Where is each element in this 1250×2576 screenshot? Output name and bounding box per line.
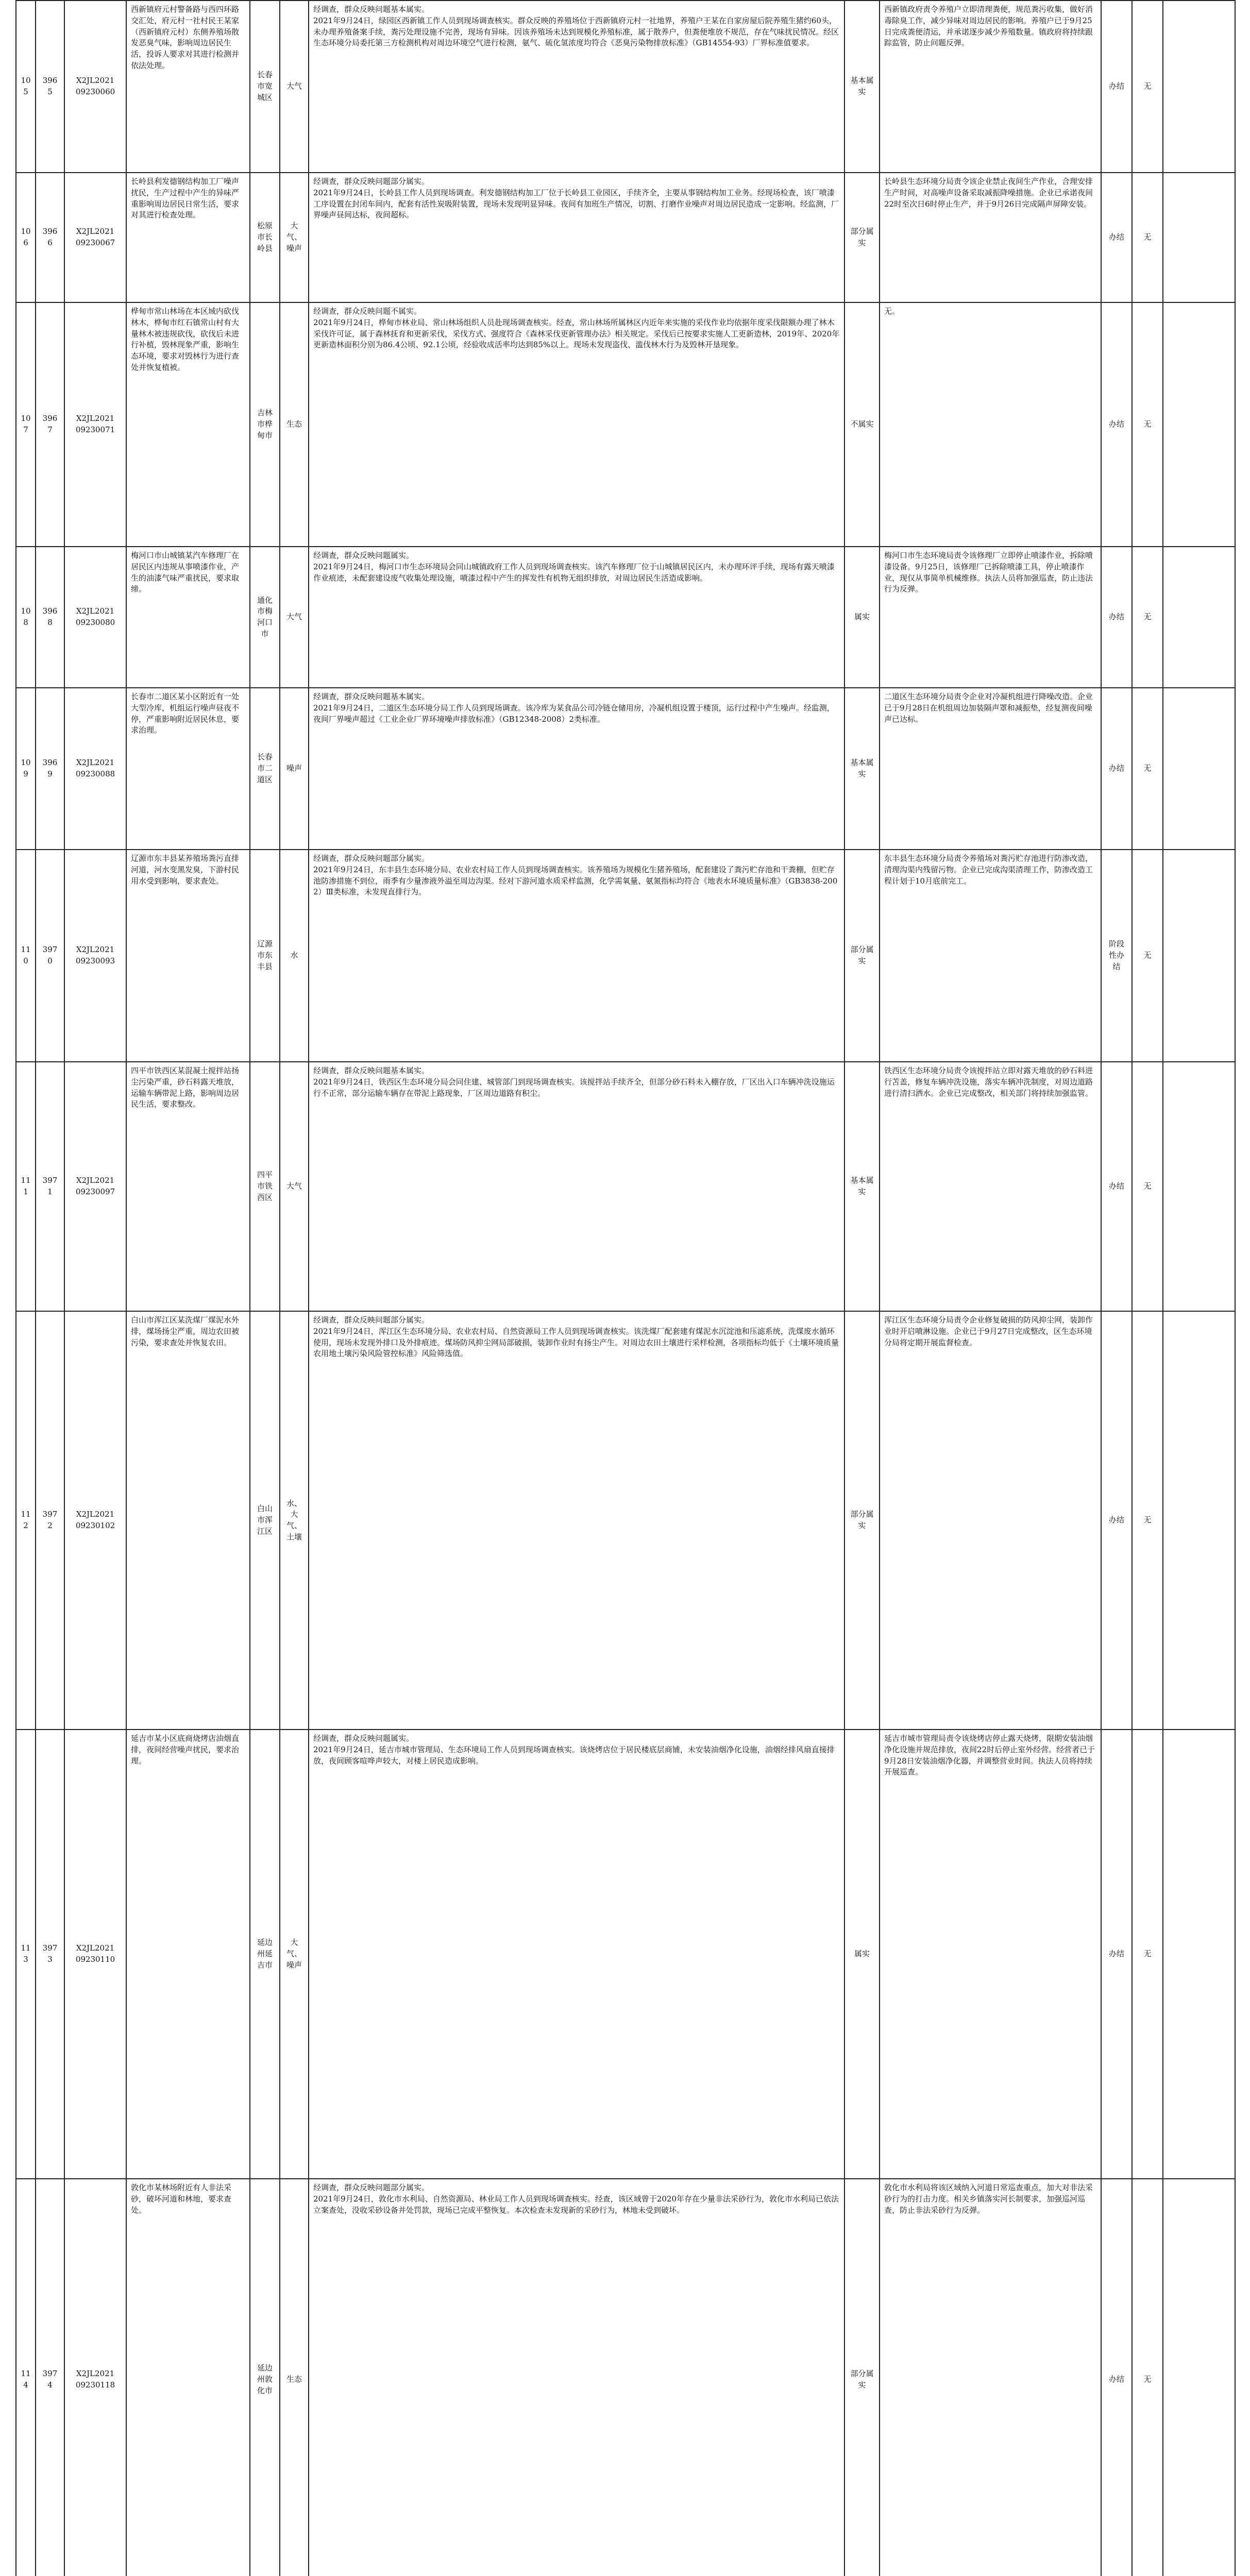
handling-text: 二道区生态环境分局责令企业对冷凝机组进行降噪改造。企业已于9月28日在机组周边加装隔声罩和减振垫，经复测夜间噪声已达标。 [880,688,1101,850]
findings-text: 经调查，群众反映问题部分属实。 2021年9月24日，东丰县生态环境分局、农业农村局工作人员到现场调查核实。该养殖场为规模化生猪养殖场，配套建设了粪污贮存池和干粪棚，但贮存池防渗措施不到位，雨季有少量渗液外溢至周边沟渠。经对下游河道水质采样监测，化学需氧量、氨氮指标均符合《地表水环境质量标准》（GB3838-2002）Ⅲ类标准，未发现直排行为。 [309,850,844,1062]
findings-text: 经调查，群众反映问题基本属实。 2021年9月24日，二道区生态环境分局工作人员到现场调查。该冷库为某食品公司冷链仓储用房，冷凝机组设置于楼顶，运行过程中产生噪声。经监测，夜间厂界噪声超过《工业企业厂界环境噪声排放标准》（GB12348-2008）2类标准。 [309,688,844,850]
row-number: 114 [16,2179,36,2576]
handling-text: 敦化市水利局将该区域纳入河道日常巡查重点，加大对非法采砂行为的打击力度。相关乡镇落实河长制要求，加强巡河巡查，防止非法采砂行为反弹。 [880,2179,1101,2576]
district: 延边州延吉市 [250,1730,280,2179]
case-code: X2JL2021 09230080 [64,547,126,688]
case-id: 3973 [36,1730,64,2179]
findings-text: 经调查，群众反映问题部分属实。 2021年9月24日，浑江区生态环境分局、农业农村局、自然资源局工作人员到现场调查核实。该洗煤厂配套建有煤泥水沉淀池和压滤系统，洗煤废水循环使用，现场未发现外排口及外排痕迹。煤场防风抑尘网局部破损，装卸作业时有扬尘产生。对周边农田土壤进行采样检测，各项指标均低于《土壤环境质量 农用地土壤污染风险管控标准》风险筛选值。 [309,1311,844,1730]
case-code: X2JL2021 09230110 [64,1730,126,2179]
complaint-text: 四平市铁西区某混凝土搅拌站扬尘污染严重，砂石料露天堆放，运输车辆带泥上路，影响周边居民生活，要求整改。 [126,1062,250,1311]
pollution-type: 大气 [280,1062,309,1311]
case-table [15,0,1236,2576]
verdict: 不属实 [844,302,880,547]
remark-cell [1163,1311,1235,1730]
status: 办结 [1101,547,1132,688]
pollution-type: 水、大气、土壤 [280,1311,309,1730]
pollution-type: 噪声 [280,688,309,850]
complaint-text: 梅河口市山城镇某汽车修理厂在居民区内违规从事喷漆作业，产生的油漆气味严重扰民，要求取缔。 [126,547,250,688]
case-id: 3971 [36,1062,64,1311]
verdict: 基本属实 [844,688,880,850]
case-code: X2JL2021 09230093 [64,850,126,1062]
complaint-text: 桦甸市常山林场在本区域内砍伐林木，桦甸市红石镇常山村有大量林木被违规砍伐，砍伐后未进行补植，毁林现象严重，影响生态环境，要求对毁林行为进行查处并恢复植被。 [126,302,250,547]
verdict: 部分属实 [844,1311,880,1730]
complaint-text: 长春市二道区某小区附近有一处大型冷库，机组运行噪声昼夜不停，严重影响附近居民休息，要求治理。 [126,688,250,850]
complaint-text: 敦化市某林场附近有人非法采砂，破坏河道和林地，要求查处。 [126,2179,250,2576]
findings-text: 经调查，群众反映问题部分属实。 2021年9月24日，长岭县工作人员到现场调查。利发德钢结构加工厂位于长岭县工业园区，手续齐全，主要从事钢结构加工业务。经现场检查，该厂喷漆工序设置在封闭车间内，配套有活性炭吸附装置，现场未发现明显异味。夜间有加班生产情况，切割、打磨作业噪声对周边居民造成一定影响。经监测，厂界噪声昼间达标，夜间超标。 [309,173,844,302]
row-number: 105 [16,1,36,173]
case-row [16,688,1235,850]
case-id: 3967 [36,302,64,547]
handling-text: 浑江区生态环境分局责令企业修复破损的防风抑尘网，装卸作业时开启喷淋设施。企业已于9月27日完成整改，区生态环境分局将定期开展监督检查。 [880,1311,1101,1730]
case-code: X2JL2021 09230102 [64,1311,126,1730]
remark-cell [1163,547,1235,688]
complaint-text: 长岭县利发德钢结构加工厂噪声扰民，生产过程中产生的异味严重影响周边居民日常生活，要求对其进行检查处理。 [126,173,250,302]
case-id: 3974 [36,2179,64,2576]
status: 办结 [1101,1062,1132,1311]
remark-cell [1163,850,1235,1062]
row-number: 110 [16,850,36,1062]
case-code: X2JL2021 09230118 [64,2179,126,2576]
district: 吉林市桦甸市 [250,302,280,547]
district: 辽源市东丰县 [250,850,280,1062]
case-code: X2JL2021 09230097 [64,1062,126,1311]
findings-text: 经调查，群众反映问题属实。 2021年9月24日，梅河口市生态环境局会同山城镇政府工作人员到现场调查核实。该汽车修理厂位于山城镇居民区内，未办理环评手续，现场有露天喷漆作业痕迹，未配套建设废气收集处理设施，喷漆过程中产生的挥发性有机物无组织排放，对周边居民生活造成影响。 [309,547,844,688]
pollution-type: 大气 [280,1,309,173]
case-id: 3968 [36,547,64,688]
status: 办结 [1101,688,1132,850]
status: 办结 [1101,1730,1132,2179]
remark-cell [1163,688,1235,850]
pollution-type: 大气、噪声 [280,1730,309,2179]
status: 办结 [1101,302,1132,547]
handling-text: 延吉市城市管理局责令该烧烤店停止露天烧烤，限期安装油烟净化设施并规范排放，夜间22时后停止室外经营。经营者已于9月28日安装油烟净化器，并调整营业时间。执法人员将持续开展巡查。 [880,1730,1101,2179]
status: 办结 [1101,173,1132,302]
row-number: 112 [16,1311,36,1730]
findings-text: 经调查，群众反映问题不属实。 2021年9月24日，桦甸市林业局、常山林场组织人员赴现场调查核实。经查，常山林场所属林区内近年来实施的采伐作业均依据年度采伐限额办理了林木采伐许可证，属于森林抚育和更新采伐，采伐方式、强度符合《森林采伐更新管理办法》相关规定。采伐后已按要求实施人工更新造林，2019年、2020年更新造林面积分别为86.4公顷、92.1公顷，经验收成活率均达到85%以上。现场未发现盗伐、滥伐林木行为及毁林开垦现象。 [309,302,844,547]
case-row [16,1730,1235,2179]
verdict: 部分属实 [844,850,880,1062]
status: 办结 [1101,1,1132,173]
handling-text: 梅河口市生态环境局责令该修理厂立即停止喷漆作业，拆除喷漆设备。9月25日，该修理厂已拆除喷漆工具，停止喷漆作业，现仅从事简单机械维修。执法人员将加强巡查，防止违法行为反弹。 [880,547,1101,688]
district: 长春市二道区 [250,688,280,850]
report-sheet [15,0,1235,2576]
district: 四平市铁西区 [250,1062,280,1311]
findings-text: 经调查，群众反映问题基本属实。 2021年9月24日，铁西区生态环境分局会同住建、城管部门到现场调查核实。该搅拌站手续齐全，但部分砂石料未入棚存放，厂区出入口车辆冲洗设施运行不正常，部分运输车辆存在带泥上路现象，厂区周边道路有积尘。 [309,1062,844,1311]
pollution-type: 大气 [280,547,309,688]
remark-cell [1163,2179,1235,2576]
accountability: 无 [1132,850,1163,1062]
accountability: 无 [1132,1311,1163,1730]
handling-text: 铁西区生态环境分局责令该搅拌站立即对露天堆放的砂石料进行苫盖，修复车辆冲洗设施，落实车辆冲洗制度，对周边道路进行清扫洒水。企业已完成整改，相关部门将持续加强监管。 [880,1062,1101,1311]
remark-cell [1163,173,1235,302]
accountability: 无 [1132,1730,1163,2179]
case-row [16,547,1235,688]
row-number: 109 [16,688,36,850]
case-id: 3970 [36,850,64,1062]
accountability: 无 [1132,1,1163,173]
complaint-text: 延吉市某小区底商烧烤店油烟直排，夜间经营噪声扰民，要求治理。 [126,1730,250,2179]
remark-cell [1163,302,1235,547]
verdict: 部分属实 [844,173,880,302]
district: 通化市梅河口市 [250,547,280,688]
row-number: 111 [16,1062,36,1311]
case-id: 3965 [36,1,64,173]
district: 白山市浑江区 [250,1311,280,1730]
verdict: 属实 [844,1730,880,2179]
row-number: 113 [16,1730,36,2179]
district: 松原市长岭县 [250,173,280,302]
case-row [16,1311,1235,1730]
accountability: 无 [1132,1062,1163,1311]
status: 办结 [1101,2179,1132,2576]
case-row [16,1062,1235,1311]
accountability: 无 [1132,2179,1163,2576]
case-code: X2JL2021 09230088 [64,688,126,850]
accountability: 无 [1132,173,1163,302]
pollution-type: 水 [280,850,309,1062]
pollution-type: 大气、噪声 [280,173,309,302]
pollution-type: 生态 [280,302,309,547]
handling-text: 无。 [880,302,1101,547]
case-row [16,173,1235,302]
findings-text: 经调查，群众反映问题属实。 2021年9月24日，延吉市城市管理局、生态环境局工作人员到现场调查核实。该烧烤店位于居民楼底层商铺，未安装油烟净化设施，油烟经排风扇直接排放，夜间顾客喧哗声较大，对楼上居民造成影响。 [309,1730,844,2179]
case-code: X2JL2021 09230071 [64,302,126,547]
complaint-text: 白山市浑江区某洗煤厂煤泥水外排，煤场扬尘严重，周边农田被污染，要求查处并恢复农田。 [126,1311,250,1730]
district: 延边州敦化市 [250,2179,280,2576]
complaint-text: 西新镇府元村警备路与西四环路交汇处，府元村一社村民王某家（西新镇府元村）东侧养殖场散发恶臭气味，影响周边居民生活，投诉人要求对其进行检测并依法处理。 [126,1,250,173]
row-number: 108 [16,547,36,688]
handling-text: 西新镇政府责令养殖户立即清理粪便，规范粪污收集，做好消毒除臭工作，减少异味对周边居民的影响。养殖户已于9月25日完成粪便清运，并承诺逐步减少养殖数量。镇政府将持续跟踪监管，防止问题反弹。 [880,1,1101,173]
case-row [16,850,1235,1062]
case-code: X2JL2021 09230067 [64,173,126,302]
case-id: 3972 [36,1311,64,1730]
accountability: 无 [1132,302,1163,547]
case-id: 3969 [36,688,64,850]
case-id: 3966 [36,173,64,302]
remark-cell [1163,1730,1235,2179]
findings-text: 经调查，群众反映问题基本属实。 2021年9月24日，绿园区西新镇工作人员到现场调查核实。群众反映的养殖场位于西新镇府元村一社地界，养殖户王某在自家房屋后院养殖生猪约60头，未办理养殖备案手续，粪污处理设施不完善，现场有异味。因该养殖场未达到规模化养殖标准，属于散养户，但粪便堆放不规范，存在气味扰民情况。经区生态环境分局委托第三方检测机构对周边环境空气进行检测，氨气、硫化氢浓度均符合《恶臭污染物排放标准》（GB14554-93）厂界标准值要求。 [309,1,844,173]
complaint-text: 辽源市东丰县某养殖场粪污直排河道，河水变黑发臭，下游村民用水受到影响，要求查处。 [126,850,250,1062]
verdict: 属实 [844,547,880,688]
handling-text: 长岭县生态环境分局责令该企业禁止夜间生产作业，合理安排生产时间，对高噪声设备采取减振降噪措施。企业已承诺夜间22时至次日6时停止生产，并于9月26日完成隔声屏障安装。 [880,173,1101,302]
verdict: 基本属实 [844,1062,880,1311]
verdict: 基本属实 [844,1,880,173]
remark-cell [1163,1062,1235,1311]
status: 办结 [1101,1311,1132,1730]
pollution-type: 生态 [280,2179,309,2576]
accountability: 无 [1132,547,1163,688]
accountability: 无 [1132,688,1163,850]
verdict: 部分属实 [844,2179,880,2576]
district: 长春市宽城区 [250,1,280,173]
row-number: 107 [16,302,36,547]
case-row [16,2179,1235,2576]
handling-text: 东丰县生态环境分局责令养殖场对粪污贮存池进行防渗改造，清理沟渠内残留污物。企业已完成沟渠清理工作，防渗改造工程计划于10月底前完工。 [880,850,1101,1062]
findings-text: 经调查，群众反映问题部分属实。 2021年9月24日，敦化市水利局、自然资源局、林业局工作人员到现场调查核实。经查，该区域曾于2020年存在少量非法采砂行为，敦化市水利局已依法立案查处，没收采砂设备并处罚款，现场已完成平整恢复。本次检查未发现新的采砂行为，林地未受到破坏。 [309,2179,844,2576]
case-row [16,1,1235,173]
case-code: X2JL2021 09230060 [64,1,126,173]
row-number: 106 [16,173,36,302]
remark-cell [1163,1,1235,173]
case-row [16,302,1235,547]
status: 阶段性办结 [1101,850,1132,1062]
